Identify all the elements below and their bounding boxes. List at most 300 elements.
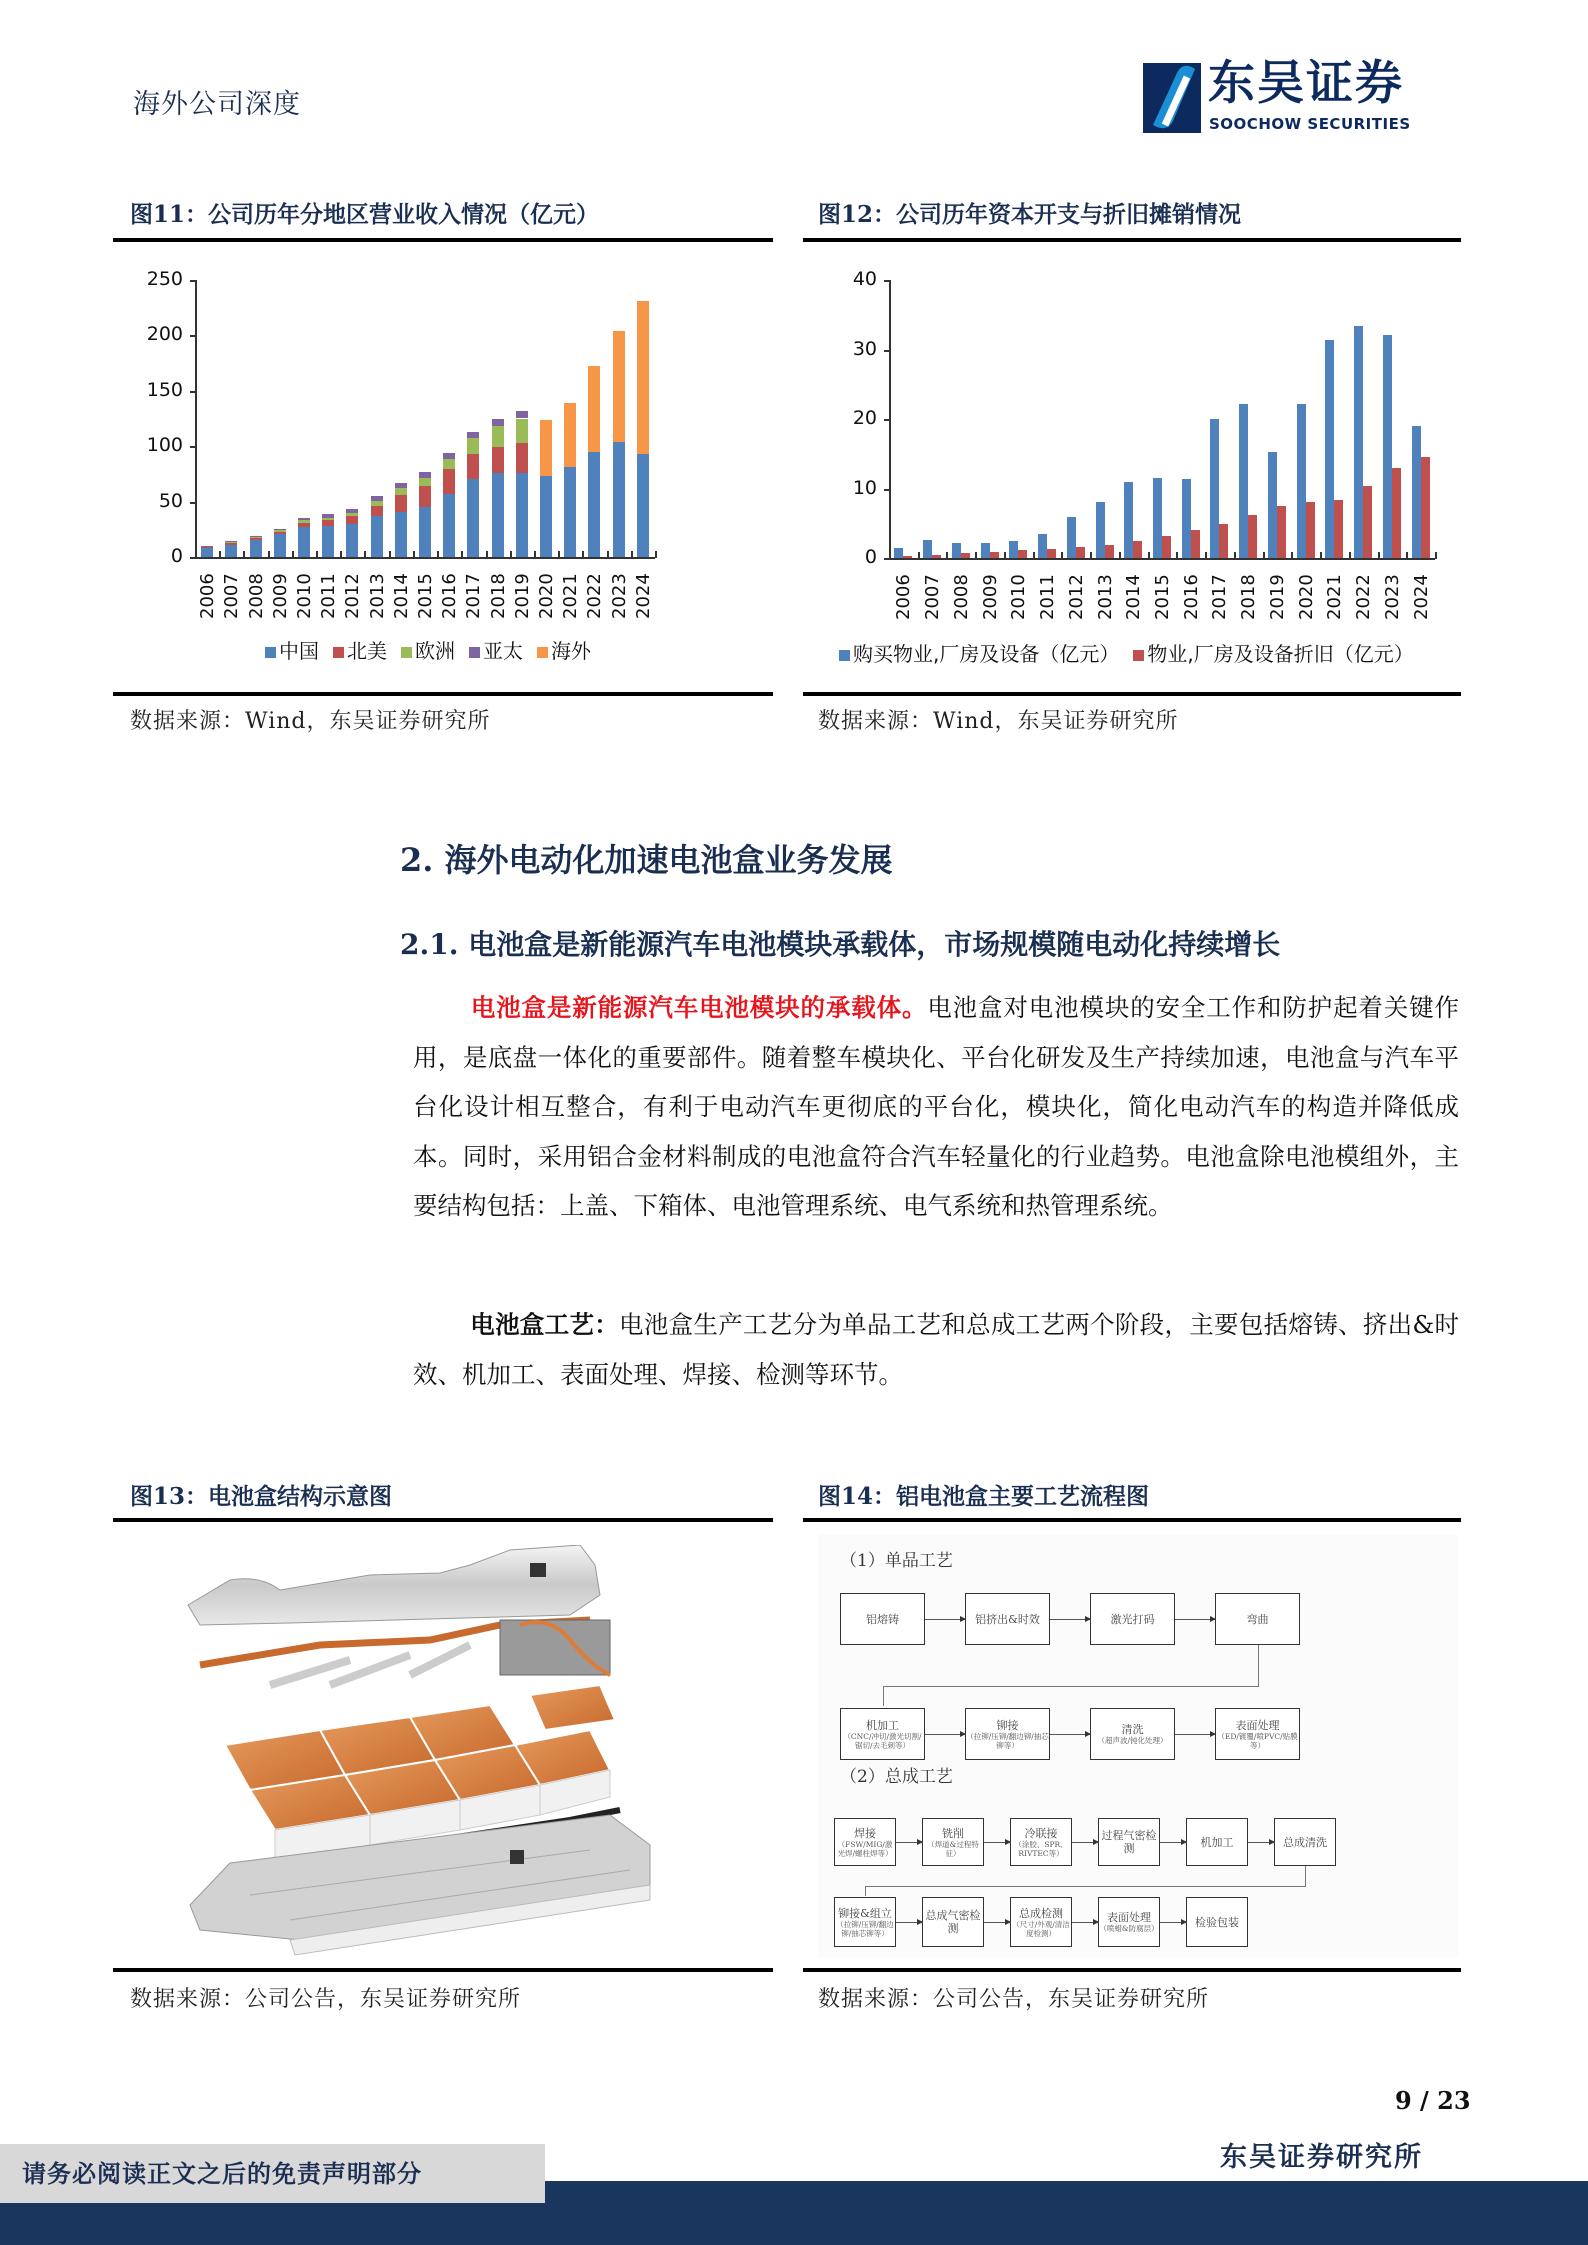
- flow-arrow-icon: [1050, 1734, 1090, 1735]
- bar-segment: [250, 537, 262, 538]
- x-tick-label: 2007: [922, 574, 944, 620]
- flow-step-label: 总成气密检测: [925, 1909, 981, 1935]
- x-tick: [1406, 552, 1408, 559]
- bar: [1210, 419, 1219, 558]
- bar-segment: [346, 513, 358, 516]
- bar-segment: [395, 495, 407, 512]
- x-tick-label: 2024: [1410, 574, 1432, 620]
- flow-step-detail: （焊道&过程特征）: [927, 1839, 979, 1858]
- paragraph-body: 电池盒对电池模块的安全工作和防护起着关键作用，是底盘一体化的重要部件。随着整车模块化、平台化研发及生产持续加速，电池盒与汽车平台化设计相互整合，有利于电动汽车更彻底的平台化，模块化，简化电动汽车的构造并降低成本。同时，采用铝合金材料制成的电池盒符合汽车轻量化的行业趋势。电池盒除电池模组外，主要结构包括：上盖、下箱体、电池管理系统、电气系统和热管理系统。: [413, 993, 1460, 1220]
- x-tick: [1061, 552, 1063, 559]
- bar: [1363, 486, 1372, 558]
- x-tick: [413, 551, 415, 558]
- flow-arrow-icon: [896, 1922, 922, 1923]
- legend-label: 亚太: [483, 639, 523, 663]
- x-tick-label: 2016: [439, 573, 461, 619]
- bar: [952, 543, 961, 558]
- x-tick-label: 2024: [632, 573, 654, 619]
- flow-step-detail: （超声波/钝化处理）: [1097, 1736, 1168, 1745]
- bar-segment: [346, 516, 358, 524]
- bar-segment: [346, 509, 358, 513]
- x-tick: [316, 551, 318, 558]
- bar: [1009, 541, 1018, 558]
- legend-swatch-icon: [265, 647, 276, 658]
- bar-segment: [588, 366, 600, 451]
- x-tick-label: 2012: [342, 573, 364, 619]
- bar-segment: [492, 419, 504, 427]
- flow-step-box: [922, 1897, 984, 1947]
- x-tick-label: 2013: [1094, 574, 1116, 620]
- figure12-capex-depreciation-chart: [803, 250, 1461, 690]
- legend-swatch-icon: [537, 647, 548, 658]
- flow-step-label: 过程气密检测: [1101, 1829, 1157, 1855]
- page-number: 9 / 23: [1395, 2086, 1471, 2115]
- figure13-top-rule: [113, 1518, 773, 1522]
- flow-step-label: 弯曲: [1246, 1612, 1269, 1626]
- logo-text-en: SOOCHOW SECURITIES: [1209, 115, 1411, 133]
- flow-arrow-icon: [1175, 1619, 1215, 1620]
- y-tick: [190, 280, 196, 282]
- bar: [1018, 550, 1027, 558]
- bar: [1325, 340, 1334, 558]
- y-tick-label: 30: [852, 337, 877, 360]
- bar: [1096, 502, 1105, 558]
- y-tick-label: 50: [158, 489, 183, 512]
- bar-segment: [395, 488, 407, 495]
- x-tick: [946, 552, 948, 559]
- bar-segment: [467, 438, 479, 454]
- flow-step-box: [965, 1593, 1050, 1645]
- flow-connector: [865, 1886, 866, 1896]
- bar-segment: [250, 538, 262, 540]
- y-tick-label: 200: [146, 323, 183, 346]
- bar-segment: [564, 467, 576, 557]
- bar-segment: [516, 419, 528, 443]
- x-tick: [655, 551, 657, 558]
- bar: [1239, 404, 1248, 558]
- bar-segment: [298, 523, 310, 527]
- bar-segment: [443, 469, 455, 493]
- y-tick-label: 150: [146, 378, 183, 401]
- flow-step-box: [834, 1897, 896, 1947]
- y-tick: [884, 350, 890, 352]
- x-tick: [1090, 552, 1092, 559]
- figure14-title: 图14：铝电池盒主要工艺流程图: [818, 1483, 1150, 1510]
- bar-segment: [443, 459, 455, 469]
- bar: [1277, 506, 1286, 558]
- y-tick: [884, 419, 890, 421]
- bar: [1133, 541, 1142, 558]
- flow-connector: [1258, 1645, 1259, 1687]
- y-tick-label: 250: [146, 268, 183, 290]
- bar: [1124, 482, 1133, 558]
- x-tick: [364, 551, 366, 558]
- figure13-source: 数据来源：公司公告，东吴证券研究所: [130, 1987, 522, 2012]
- x-tick: [243, 551, 245, 558]
- x-tick: [1263, 552, 1265, 559]
- bar: [1038, 534, 1047, 558]
- x-tick-label: 2019: [1266, 574, 1288, 620]
- flow-section-single-part: （1）单品工艺: [840, 1551, 953, 1571]
- process-flow-diagram: [818, 1534, 1458, 1957]
- bar: [1421, 457, 1430, 558]
- y-tick-label: 0: [170, 545, 183, 567]
- x-tick-label: 2006: [197, 573, 219, 619]
- bar: [1182, 479, 1191, 558]
- bar-segment: [250, 536, 262, 537]
- x-tick-label: 2011: [1037, 574, 1059, 620]
- bar-segment: [419, 486, 431, 507]
- x-tick-label: 2015: [1152, 574, 1173, 620]
- flow-arrow-icon: [1050, 1619, 1090, 1620]
- bar: [932, 555, 941, 558]
- bar: [1067, 517, 1076, 558]
- x-tick-label: 2022: [584, 573, 606, 619]
- x-tick: [631, 551, 633, 558]
- flow-step-label: 铆接&组立: [838, 1906, 892, 1920]
- x-tick-label: 2014: [390, 573, 412, 619]
- bar-segment: [225, 541, 237, 542]
- x-tick-label: 2017: [463, 573, 485, 619]
- figure12-top-rule: [803, 238, 1461, 242]
- bar-segment: [201, 546, 213, 547]
- figure13-title: 图13：电池盒结构示意图: [130, 1483, 393, 1510]
- flow-connector: [883, 1686, 884, 1706]
- x-tick: [461, 551, 463, 558]
- x-tick: [975, 552, 977, 559]
- bar-segment: [201, 546, 213, 547]
- x-tick-label: 2015: [415, 573, 436, 619]
- x-tick: [437, 551, 439, 558]
- x-tick: [1349, 552, 1351, 559]
- flow-connector: [1305, 1866, 1306, 1886]
- flow-step-detail: （拉铆/压铆/翻边铆/抽芯铆等）: [836, 1919, 894, 1938]
- bar-segment: [540, 476, 552, 557]
- logo-text-cn: 东吴证券: [1208, 56, 1404, 111]
- flow-step-box: [1090, 1708, 1175, 1760]
- soochow-logo: [1143, 56, 1473, 135]
- y-tick-label: 40: [852, 268, 877, 290]
- y-tick: [190, 446, 196, 448]
- bar: [961, 553, 970, 558]
- bar-segment: [516, 411, 528, 418]
- bar-segment: [492, 426, 504, 447]
- flow-step-label: 冷联接: [1024, 1826, 1058, 1840]
- bar-segment: [322, 526, 334, 557]
- bar-segment: [564, 403, 576, 467]
- bar: [1297, 404, 1306, 558]
- figure14-source: 数据来源：公司公告，东吴证券研究所: [818, 1987, 1210, 2012]
- x-tick: [510, 551, 512, 558]
- section-heading-2-1: 2.1. 电池盒是新能源汽车电池模块承载体，市场规模随电动化持续增长: [400, 928, 1281, 961]
- bar: [1354, 326, 1363, 558]
- flow-step-box: [1010, 1818, 1072, 1866]
- legend-swatch-icon: [839, 650, 850, 661]
- flow-step-box: [965, 1708, 1050, 1760]
- chart-legend: [265, 635, 591, 664]
- x-tick-label: 2018: [1238, 574, 1260, 620]
- legend-item: [265, 635, 319, 664]
- flow-step-label: 总成检测: [1019, 1906, 1063, 1920]
- bar-segment: [371, 496, 383, 501]
- x-tick: [292, 551, 294, 558]
- x-tick: [607, 551, 609, 558]
- bar-segment: [637, 454, 649, 557]
- bar: [1153, 478, 1162, 558]
- battery-box-exploded-image: [170, 1545, 710, 1965]
- flow-step-label: 铆接: [996, 1718, 1019, 1732]
- x-tick-label: 2007: [221, 573, 243, 619]
- flow-arrow-icon: [1160, 1842, 1186, 1843]
- x-tick-label: 2017: [1209, 574, 1231, 620]
- flow-connector: [865, 1886, 1306, 1887]
- flow-step-detail: （喷蜡&防腐层）: [1099, 1924, 1159, 1933]
- x-tick-label: 2016: [1180, 574, 1202, 620]
- x-tick: [1378, 552, 1380, 559]
- x-tick: [889, 552, 891, 559]
- bar-segment: [274, 532, 286, 534]
- bar-segment: [395, 512, 407, 557]
- bar: [1412, 426, 1421, 558]
- bar: [894, 548, 903, 558]
- x-tick: [534, 551, 536, 558]
- x-tick-label: 2010: [293, 573, 315, 619]
- figure11-revenue-by-region-chart: [113, 250, 773, 690]
- bar: [903, 556, 912, 558]
- flow-step-box: [1215, 1593, 1300, 1645]
- legend-label: 中国: [279, 639, 319, 663]
- flow-arrow-icon: [925, 1734, 965, 1735]
- x-tick: [918, 552, 920, 559]
- figure11-source: 数据来源：Wind，东吴证券研究所: [130, 709, 491, 734]
- figure12-title: 图12：公司历年资本开支与折旧摊销情况: [818, 201, 1242, 228]
- bar-segment: [516, 443, 528, 473]
- flow-step-label: 焊接: [854, 1826, 876, 1840]
- bar-segment: [298, 527, 310, 557]
- flow-step-box: [1010, 1897, 1072, 1947]
- legend-item: [401, 635, 455, 664]
- flow-step-box: [1186, 1897, 1248, 1947]
- flow-arrow-icon: [1175, 1734, 1215, 1735]
- bar-segment: [613, 331, 625, 442]
- bar-segment: [467, 432, 479, 439]
- flow-step-detail: （ED/镀覆/喷PVC/贴膜等）: [1217, 1731, 1298, 1750]
- flow-arrow-icon: [984, 1842, 1010, 1843]
- flow-arrow-icon: [896, 1842, 922, 1843]
- x-axis-line: [195, 557, 655, 559]
- legend-swatch-icon: [1133, 650, 1144, 661]
- x-tick: [1033, 552, 1035, 559]
- x-tick-label: 2010: [1008, 574, 1030, 620]
- bar-segment: [322, 520, 334, 526]
- x-tick: [1291, 552, 1293, 559]
- flow-step-box: [840, 1593, 925, 1645]
- legend-label: 欧洲: [415, 639, 455, 663]
- y-tick: [190, 335, 196, 337]
- x-tick: [1148, 552, 1150, 559]
- flow-step-box: [922, 1818, 984, 1866]
- x-tick-label: 2023: [1381, 574, 1403, 620]
- flow-step-label: 表面处理: [1107, 1911, 1151, 1924]
- flow-step-label: 机加工: [866, 1718, 899, 1732]
- bar-segment: [371, 501, 383, 506]
- bar-segment: [588, 452, 600, 557]
- x-tick-label: 2009: [269, 573, 291, 619]
- bar-segment: [637, 301, 649, 454]
- x-tick: [1320, 552, 1322, 559]
- bar-segment: [443, 494, 455, 557]
- paragraph-lead-highlight: 电池盒是新能源汽车电池模块的承载体。: [470, 993, 928, 1022]
- x-tick: [389, 551, 391, 558]
- chart-legend: [839, 638, 1414, 667]
- footer-org-name: 东吴证券研究所: [1220, 2142, 1423, 2173]
- x-tick-label: 2009: [979, 574, 1001, 620]
- legend-item: [839, 638, 1119, 667]
- bar-segment: [419, 472, 431, 478]
- bar-segment: [274, 534, 286, 557]
- x-tick: [1004, 552, 1006, 559]
- disclaimer-text: 请务必阅读正文之后的免责声明部分: [22, 2159, 422, 2188]
- bar-segment: [492, 473, 504, 557]
- y-tick: [190, 502, 196, 504]
- flow-arrow-icon: [984, 1922, 1010, 1923]
- bar-segment: [467, 479, 479, 557]
- y-tick-label: 100: [146, 434, 183, 457]
- x-tick-label: 2006: [893, 574, 915, 620]
- figure12-bottom-rule: [803, 692, 1461, 696]
- bar-segment: [467, 454, 479, 479]
- bar-segment: [250, 540, 262, 557]
- bar: [1219, 524, 1228, 558]
- legend-swatch-icon: [401, 647, 412, 658]
- flow-step-box: [1090, 1593, 1175, 1645]
- bar-segment: [201, 547, 213, 548]
- bar: [981, 543, 990, 558]
- flow-step-label: 铝熔铸: [866, 1612, 899, 1626]
- bar-segment: [613, 442, 625, 557]
- legend-item: [1133, 638, 1413, 667]
- bar: [1076, 547, 1085, 558]
- x-tick: [582, 551, 584, 558]
- x-tick-label: 2011: [318, 573, 340, 619]
- bar-segment: [492, 447, 504, 472]
- x-tick-label: 2021: [1324, 574, 1346, 620]
- x-tick-label: 2019: [511, 573, 533, 619]
- x-tick: [558, 551, 560, 558]
- x-tick-label: 2018: [487, 573, 509, 619]
- flow-step-detail: （涂胶、SPR、RIVTEC等）: [1014, 1839, 1068, 1858]
- bar-segment: [516, 473, 528, 557]
- x-tick-label: 2023: [608, 573, 630, 619]
- x-tick: [1119, 552, 1121, 559]
- flow-step-label: 表面处理: [1235, 1718, 1280, 1732]
- flow-arrow-icon: [925, 1619, 965, 1620]
- bar-segment: [419, 507, 431, 557]
- flow-step-label: 清洗: [1121, 1723, 1144, 1736]
- flow-step-box: [1098, 1818, 1160, 1866]
- bar-segment: [322, 518, 334, 521]
- legend-item: [537, 635, 591, 664]
- x-tick: [1435, 552, 1437, 559]
- bar-segment: [298, 518, 310, 521]
- y-tick: [190, 391, 196, 393]
- flow-step-box: [1186, 1818, 1248, 1866]
- flow-step-label: 激光打码: [1110, 1612, 1155, 1626]
- legend-label: 北美: [347, 639, 387, 663]
- legend-item: [333, 635, 387, 664]
- bar-segment: [225, 542, 237, 543]
- y-tick-label: 0: [864, 546, 877, 568]
- flow-step-label: 检验包装: [1195, 1915, 1239, 1929]
- bar: [923, 540, 932, 558]
- legend-swatch-icon: [469, 647, 480, 658]
- y-tick: [884, 280, 890, 282]
- bar-segment: [395, 483, 407, 489]
- flow-arrow-icon: [1072, 1922, 1098, 1923]
- x-tick-label: 2020: [1295, 574, 1317, 620]
- flow-step-detail: （CNC/冲切/激光切割/锯切/去毛刺等）: [843, 1731, 922, 1750]
- bar-segment: [201, 548, 213, 557]
- bar-segment: [322, 514, 334, 517]
- x-tick-label: 2013: [366, 573, 388, 619]
- bar: [1334, 500, 1343, 558]
- bar: [1268, 452, 1277, 558]
- y-tick-label: 10: [852, 476, 877, 499]
- x-tick: [1205, 552, 1207, 559]
- legend-swatch-icon: [333, 647, 344, 658]
- x-tick-label: 2022: [1353, 574, 1375, 620]
- flow-step-detail: （拉铆/压铆/翻边铆/抽芯铆等）: [966, 1731, 1049, 1750]
- paragraph-battery-box-process: [413, 1300, 1459, 1399]
- bar: [1248, 515, 1257, 558]
- legend-label: 海外: [551, 639, 591, 663]
- bar-segment: [371, 516, 383, 557]
- bar: [1306, 502, 1315, 558]
- section-heading-2: 2. 海外电动化加速电池盒业务发展: [400, 841, 893, 879]
- x-tick-label: 2020: [536, 573, 558, 619]
- x-tick-label: 2014: [1123, 574, 1145, 620]
- x-tick-label: 2008: [245, 573, 267, 619]
- y-axis-line: [195, 280, 197, 557]
- paragraph-body: 电池盒生产工艺分为单品工艺和总成工艺两个阶段，主要包括熔铸、挤出&时效、机加工、表面处理、焊接、检测等环节。: [413, 1310, 1459, 1389]
- bar-segment: [346, 524, 358, 557]
- bar-segment: [371, 506, 383, 516]
- flow-step-box: [840, 1708, 925, 1760]
- bar-segment: [225, 545, 237, 557]
- bar: [1047, 549, 1056, 558]
- flow-step-box: [1098, 1897, 1160, 1947]
- flow-step-box: [1274, 1818, 1336, 1866]
- x-tick: [340, 551, 342, 558]
- y-tick-label: 20: [852, 407, 877, 429]
- flow-step-label: 铝挤出&时效: [975, 1612, 1040, 1626]
- x-tick-label: 2021: [560, 573, 582, 619]
- flow-step-label: 机加工: [1200, 1835, 1234, 1849]
- flow-step-detail: （FSW/MIG/激光焊/螺柱焊等）: [837, 1839, 893, 1858]
- bar: [1392, 468, 1401, 558]
- figure11-top-rule: [113, 238, 773, 242]
- figure11-title: 图11：公司历年分地区营业收入情况（亿元）: [130, 201, 600, 228]
- bar-segment: [298, 520, 310, 522]
- flow-connector: [883, 1686, 1259, 1687]
- bar-segment: [274, 530, 286, 531]
- figure11-bottom-rule: [113, 692, 773, 696]
- bar-segment: [540, 420, 552, 477]
- flow-arrow-icon: [1160, 1922, 1186, 1923]
- bar: [1105, 545, 1114, 558]
- x-tick: [268, 551, 270, 558]
- flow-step-box: [834, 1818, 896, 1866]
